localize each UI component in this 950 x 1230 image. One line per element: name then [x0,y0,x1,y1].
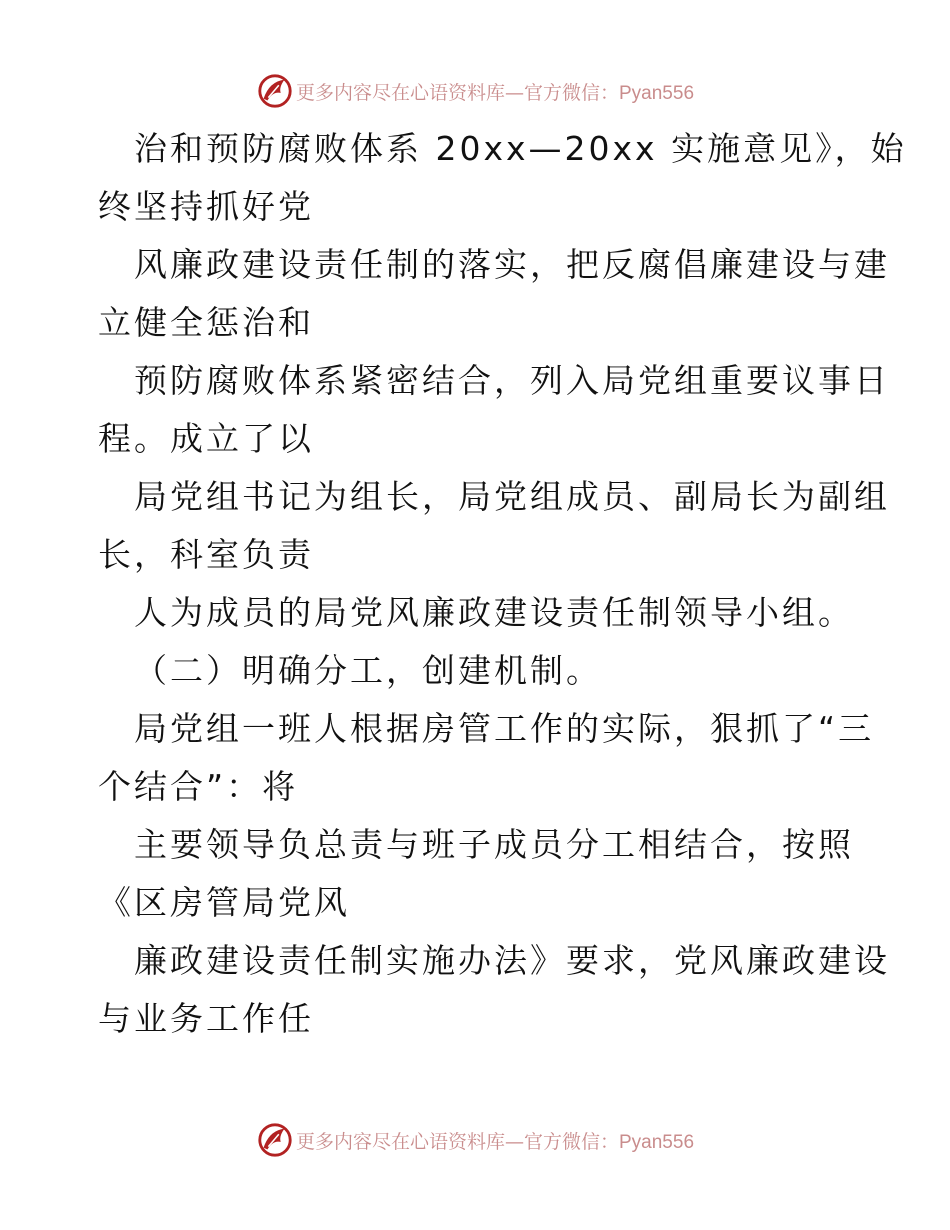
body-line: 局党组书记为组长，局党组成员、副局长为副组 [134,477,890,516]
body-line: 人为成员的局党风廉政建设责任制领导小组。 [134,593,854,632]
footer-wechat-id: Pyan556 [619,1131,695,1153]
body-line: 主要领导负总责与班子成员分工相结合，按照 [134,825,854,864]
body-line: 个结合”：将 [98,767,299,806]
header-banner[interactable] [0,71,950,111]
pen-circle-logo-icon [256,72,294,110]
body-line: 终坚持抓好党 [98,187,314,226]
body-line: 风廉政建设责任制的落实，把反腐倡廉建设与建 [134,245,890,284]
body-line: 预防腐败体系紧密结合，列入局党组重要议事日 [134,361,890,400]
body-line: 与业务工作任 [98,999,314,1038]
body-line: 治和预防腐败体系 20xx—20xx 实施意见》，始 [134,129,907,168]
footer-banner-text: 更多内容尽在心语资料库—官方微信：Pyan556 [295,1130,695,1153]
header-wechat-id: Pyan556 [619,82,695,104]
body-text [98,120,907,1048]
body-line: 长，科室负责 [98,535,314,574]
pen-circle-logo-icon [256,1121,294,1159]
body-line: 廉政建设责任制实施办法》要求，党风廉政建设 [134,941,890,980]
footer-banner[interactable] [0,1120,950,1160]
section-heading: （二）明确分工，创建机制。 [134,651,602,690]
body-line: 局党组一班人根据房管工作的实际，狠抓了“三 [134,709,875,748]
body-line: 《区房管局党风 [98,883,350,922]
body-line: 程。成立了以 [98,419,314,458]
header-banner-text: 更多内容尽在心语资料库—官方微信：Pyan556 [295,81,695,104]
body-line: 立健全惩治和 [98,303,314,342]
